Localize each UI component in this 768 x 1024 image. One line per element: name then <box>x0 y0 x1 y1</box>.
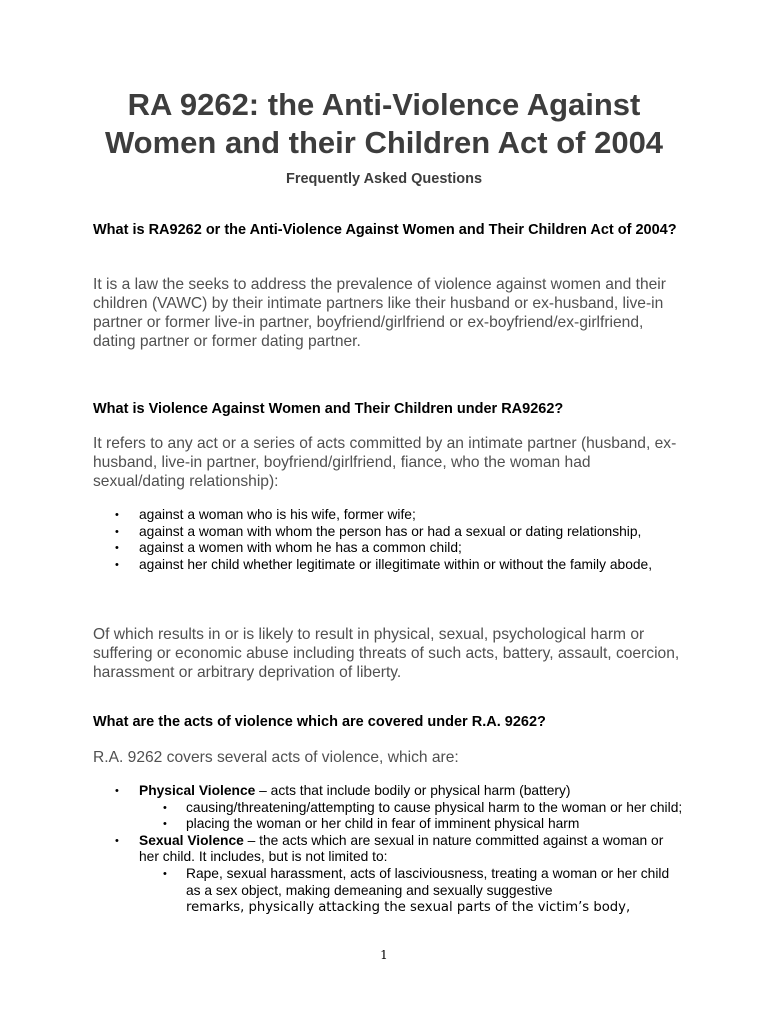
sub-list-item-text-continued: remarks, physically attacking the sexual parts of the victim’s body, <box>186 900 631 916</box>
question-2-intro: It refers to any act or a series of acts committed by an intimate partner (husband, ex-husband, live-in partner, boyfriend/girlfriend, fiance, who the woman had sexual/dating relationship): <box>93 435 677 490</box>
physical-violence-term: Physical Violence <box>139 783 256 798</box>
page-title <box>0 86 768 162</box>
sub-list-item-text: causing/threatening/attempting to cause physical harm to the woman or her child; <box>186 799 683 815</box>
sub-list-item-text: placing the woman or her child in fear of imminent physical harm <box>186 816 580 832</box>
question-1-answer: It is a law the seeks to address the prevalence of violence against women and their children (VAWC) by their intimate partners like their husband or ex-husband, live-in partner or former live-in partner, boyfriend/girlfriend or ex-boyfriend/ex-girlfriend, dating partner or former dating partner. <box>93 276 666 350</box>
list-item <box>93 557 683 574</box>
title-line-2: Women and their Children Act of 2004 <box>104 125 664 160</box>
page-number: 1 <box>380 948 388 962</box>
physical-violence-sublist <box>139 800 683 833</box>
list-item-text: against a woman who is his wife, former wife; <box>139 507 416 522</box>
question-1-heading: What is RA9262 or the Anti-Violence Against Women and Their Children Act of 2004? <box>93 222 677 238</box>
list-item-text: against her child whether legitimate or illegitimate within or without the family abode, <box>139 556 653 572</box>
list-item <box>93 524 683 541</box>
bullet-icon: • <box>115 785 119 797</box>
list-item <box>93 507 683 524</box>
question-2-heading: What is Violence Against Women and Their Children under RA9262? <box>93 401 564 417</box>
sub-list-item-text: Rape, sexual harassment, acts of lasciviousness, treating a woman or her child as a sex object, making demeaning and sexually suggestive <box>186 865 670 898</box>
bullet-icon: • <box>163 867 167 880</box>
list-item-text: against a woman with whom the person has or had a sexual or dating relationship, <box>139 523 642 539</box>
title-line-1: RA 9262: the Anti-Violence Against <box>127 87 641 122</box>
bullet-icon: • <box>115 542 119 555</box>
bullet-icon: • <box>115 834 119 847</box>
bullet-icon: • <box>163 818 167 831</box>
sub-list-item <box>139 800 683 817</box>
question-2-bullet-list <box>93 507 683 573</box>
sexual-violence-sublist <box>139 866 683 917</box>
list-item-text: against a women with whom he has a common child; <box>139 540 462 556</box>
list-item <box>93 540 683 557</box>
bullet-icon: • <box>163 801 167 814</box>
physical-violence-desc: – acts that include bodily or physical harm (battery) <box>255 783 571 798</box>
list-item-physical-violence <box>93 783 683 833</box>
question-3-bullet-list <box>93 783 683 917</box>
bullet-icon: • <box>115 525 119 538</box>
question-3-intro: R.A. 9262 covers several acts of violence, which are: <box>93 749 459 766</box>
sexual-violence-desc: – the acts which are sexual in nature committed against a woman or her child. It includes, but is not limited to: <box>139 832 664 865</box>
question-2-closing: Of which results in or is likely to result in physical, sexual, psychological harm or suffering or economic abuse including threats of such acts, battery, assault, coercion, harassment or arbitrary deprivation of liberty. <box>93 626 680 681</box>
list-item-sexual-violence <box>93 833 683 917</box>
question-3-heading: What are the acts of violence which are covered under R.A. 9262? <box>93 714 546 730</box>
page-subtitle: Frequently Asked Questions <box>285 171 483 187</box>
sexual-violence-term: Sexual Violence <box>139 832 244 848</box>
bullet-icon: • <box>115 509 119 521</box>
bullet-icon: • <box>115 558 119 571</box>
sub-list-item <box>139 866 683 917</box>
sub-list-item <box>139 816 683 833</box>
